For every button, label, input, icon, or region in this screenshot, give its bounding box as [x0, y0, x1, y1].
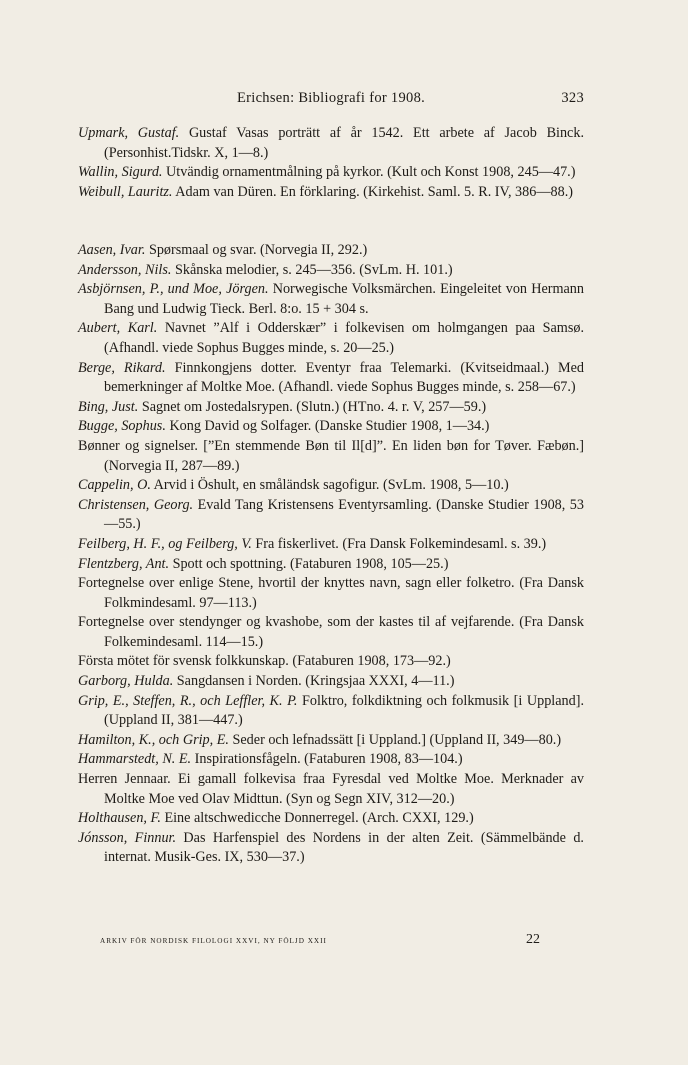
bib-entry	[78, 613, 584, 652]
entry-text: Seder och lefnadssätt [i Uppland.] (Uppland II, 349—80.)	[228, 731, 562, 748]
bib-entry	[78, 750, 584, 770]
bibliography-group-2	[78, 241, 584, 868]
entry-text: Gustaf Vasas porträtt af år 1542. Ett arbete af Jacob Binck. (Personhist.Tidskr. X, 1—8.)	[104, 125, 584, 161]
entry-author: Christensen, Georg.	[78, 496, 194, 513]
entry-text: Arvid i Öshult, en småländsk sagofigur. (SvLm. 1908, 5—10.)	[150, 477, 509, 494]
entry-text: Fortegnelse over enlige Stene, hvortil der knyttes navn, sagn eller folketro. (Fra Dansk Folkmindesaml. 97—113.)	[78, 575, 584, 611]
entry-author: Hamilton, K., och Grip, E.	[78, 731, 229, 748]
bib-entry	[78, 280, 584, 319]
signature-line: ARKIV FÖR NORDISK FILOLOGI XXVI, NY FÖLJD XXII	[100, 937, 327, 945]
entry-author: Flentzberg, Ant.	[78, 555, 170, 572]
entry-text: Norwegische Volksmärchen. Eingeleitet von Hermann Bang und Ludwig Tieck. Berl. 8:o. 15 + 304 s.	[104, 281, 584, 317]
entry-text: Fortegnelse over stendynger og kvashobe, som der kastes til af vejfarende. (Fra Dansk Folkemindesaml. 114—15.)	[78, 614, 584, 650]
entry-text: Första mötet för svensk folkkunskap. (Fataburen 1908, 173—92.)	[78, 653, 451, 670]
bib-entry	[78, 652, 584, 672]
entry-author: Upmark, Gustaf.	[78, 125, 180, 141]
signature-number: 22	[526, 932, 540, 947]
bib-entry	[78, 692, 584, 731]
entry-author: Bing, Just.	[78, 398, 139, 415]
entry-text: Skånska melodier, s. 245—356. (SvLm. H. 101.)	[171, 261, 453, 278]
bib-entry	[78, 731, 584, 751]
entry-text: Herren Jennaar. Ei gamall folkevisa fraa Fyresdal ved Moltke Moe. Merknader av Moltke Moe ved Olav Midttun. (Syn og Segn XIV, 312—20.)	[78, 771, 584, 807]
bib-entry	[78, 183, 584, 203]
entry-text: Folktro, folkdiktning och folkmusik [i Uppland]. (Uppland II, 381—447.)	[104, 692, 584, 729]
entry-author: Wallin, Sigurd.	[78, 164, 163, 181]
bib-entry	[78, 574, 584, 613]
entry-text: Finnkongjens dotter. Eventyr fraa Telemarki. (Kvitseidmaal.) Med bemerkninger af Moltke Moe. (Afhandl. viede Sophus Bugges minde, s. 258—67.)	[104, 359, 585, 396]
entry-text: Adam van Düren. En förklaring. (Kirkehist. Saml. 5. R. IV, 386—88.)	[172, 183, 573, 200]
bib-entry	[78, 535, 584, 555]
entry-author: Aasen, Ivar.	[78, 242, 146, 258]
running-title: Erichsen: Bibliografi for 1908.	[236, 90, 426, 106]
entry-text: Utvändig ornamentmålning på kyrkor. (Kult och Konst 1908, 245—47.)	[162, 164, 576, 181]
entry-author: Hammarstedt, N. E.	[78, 751, 192, 768]
entry-text: Navnet ”Alf i Odderskær” i folkevisen om holmgangen paa Samsø. (Afhandl. viede Sophus Bugges minde, s. 20—25.)	[104, 320, 584, 356]
entry-author: Grip, E., Steffen, R., och Leffler, K. P.	[78, 692, 298, 709]
bib-entry	[78, 417, 584, 437]
entry-author: Jónsson, Finnur.	[78, 829, 177, 846]
bib-entry	[78, 124, 584, 163]
page-footer	[78, 932, 584, 954]
entry-author: Aubert, Karl.	[78, 320, 158, 337]
entry-author: Bugge, Sophus.	[78, 418, 166, 435]
entry-text: Evald Tang Kristensens Eventyrsamling. (Danske Studier 1908, 53—55.)	[104, 496, 584, 533]
bib-entry	[78, 555, 584, 575]
page-number: 323	[561, 90, 584, 106]
entry-author: Cappelin, O.	[78, 477, 151, 494]
bib-entry	[78, 241, 584, 261]
bib-entry	[78, 163, 584, 183]
entry-text: Sangdansen i Norden. (Kringsjaa XXXI, 4—11.)	[173, 673, 455, 690]
bib-entry	[78, 672, 584, 692]
entry-author: Garborg, Hulda.	[78, 673, 174, 690]
running-head	[78, 90, 584, 110]
entry-text: Eine altschwedicche Donnerregel. (Arch. CXXI, 129.)	[160, 810, 474, 827]
entry-text: Fra fiskerlivet. (Fra Dansk Folkemindesaml. s. 39.)	[251, 535, 547, 552]
bib-entry	[78, 319, 584, 358]
entry-author: Weibull, Lauritz.	[78, 183, 173, 200]
bib-entry	[78, 829, 584, 868]
entry-author: Berge, Rikard.	[78, 359, 166, 376]
entry-text: Das Harfenspiel des Nordens in der alten Zeit. (Sämmelbände d. internat. Musik-Ges. IX, 530—37.)	[104, 829, 584, 866]
entry-author: Feilberg, H. F., og Feilberg, V.	[78, 535, 252, 552]
entry-text: Inspirationsfågeln. (Fataburen 1908, 83—104.)	[191, 751, 463, 768]
entry-text: Sagnet om Jostedalsrypen. (Slutn.) (HTno. 4. r. V, 257—59.)	[138, 398, 487, 415]
entry-text: Kong David og Solfager. (Danske Studier 1908, 1—34.)	[165, 418, 490, 435]
bib-entry	[78, 476, 584, 496]
entry-text: Spott och spottning. (Fataburen 1908, 105—25.)	[169, 555, 449, 572]
bibliography-group-1	[78, 124, 584, 202]
bib-entry	[78, 809, 584, 829]
bib-entry	[78, 261, 584, 281]
entry-author: Asbjörnsen, P., und Moe, Jörgen.	[78, 281, 269, 298]
bib-entry	[78, 398, 584, 418]
entry-author: Holthausen, F.	[78, 810, 161, 827]
entry-text: Bønner og signelser. [”En stemmende Bøn til Il[d]”. En liden bøn for Tøver. Fæbøn.] (Norvegia II, 287—89.)	[78, 437, 584, 474]
bib-entry	[78, 496, 584, 535]
bib-entry	[78, 437, 584, 476]
bib-entry	[78, 359, 584, 398]
entry-text: Spørsmaal og svar. (Norvegia II, 292.)	[145, 242, 368, 258]
entry-author: Andersson, Nils.	[78, 261, 172, 278]
bib-entry	[78, 770, 584, 809]
